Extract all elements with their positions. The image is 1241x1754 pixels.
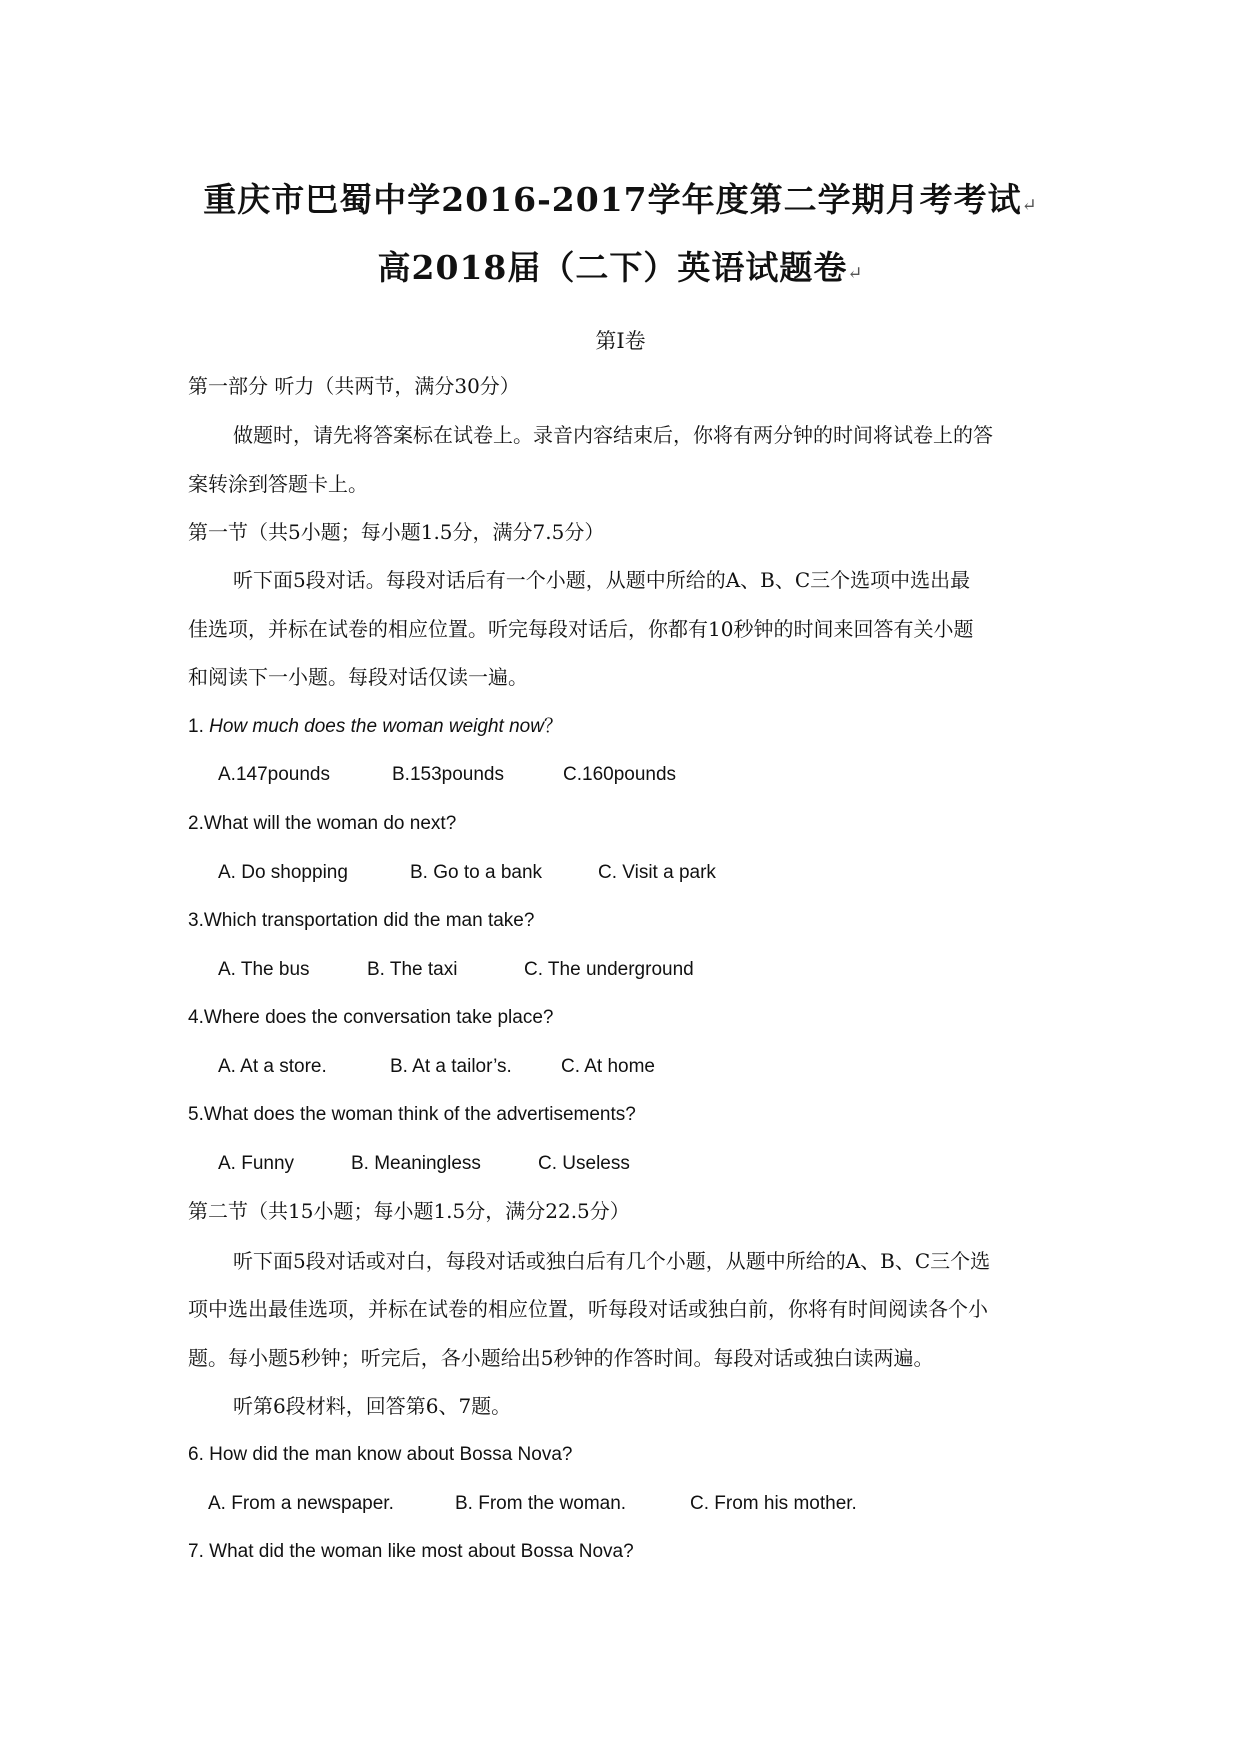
question-1	[188, 717, 563, 736]
section1-heading: 第一节（共5小题；每小题1.5分，满分7.5分）	[188, 520, 605, 544]
q1-option-a: A.147pounds	[218, 764, 330, 785]
question-text: What did the woman like most about Bossa Nova?	[203, 1541, 634, 1562]
question-suffix: ？	[543, 716, 563, 737]
q1-option-c: C.160pounds	[563, 764, 677, 785]
q1-option-b: B.153pounds	[392, 764, 504, 785]
volume-heading: 第Ⅰ卷	[595, 329, 646, 353]
question-number: 1.	[188, 716, 204, 737]
exam-title-text: 重庆市巴蜀中学2016-2017学年度第二学期月考考试	[203, 180, 1022, 219]
question-4	[188, 1008, 553, 1027]
exam-subtitle	[0, 248, 1241, 287]
section1-instruction-line1: 听下面5段对话。每段对话后有一个小题，从题中所给的A、B、C三个选项中选出最	[233, 568, 971, 592]
question-text: What does the woman think of the advertisements?	[203, 1104, 636, 1125]
section2-instruction-line3: 题。每小题5秒钟；听完后，各小题给出5秒钟的作答时间。每段对话或独白读两遍。	[188, 1346, 934, 1370]
q3-option-b: B. The taxi	[367, 959, 458, 980]
q5-option-a: A. Funny	[218, 1153, 295, 1174]
q4-option-c: C. At home	[561, 1056, 655, 1077]
part1-intro-line1: 做题时，请先将答案标在试卷上。录音内容结束后，你将有两分钟的时间将试卷上的答	[233, 423, 993, 447]
question-text: What will the woman do next?	[203, 813, 457, 834]
exam-title	[0, 180, 1241, 219]
q5-option-b: B. Meaningless	[351, 1153, 481, 1174]
q2-option-c: C. Visit a park	[598, 862, 716, 883]
part1-intro-line2: 案转涂到答题卡上。	[188, 472, 368, 496]
question-3	[188, 911, 534, 930]
section1-instruction-line2: 佳选项，并标在试卷的相应位置。听完每段对话后，你都有10秒钟的时间来回答有关小题	[188, 617, 974, 641]
question-text: Where does the conversation take place?	[203, 1007, 554, 1028]
question-7	[188, 1542, 634, 1561]
question-5	[188, 1105, 636, 1124]
q5-option-c: C. Useless	[538, 1153, 630, 1174]
q4-option-b: B. At a tailor’s.	[390, 1056, 512, 1077]
question-6	[188, 1445, 572, 1464]
q4-option-a: A. At a store.	[218, 1056, 327, 1077]
question-number: 7.	[188, 1541, 204, 1562]
q2-option-b: B. Go to a bank	[410, 862, 543, 883]
q3-option-a: A. The bus	[218, 959, 310, 980]
section2-instruction-line2: 项中选出最佳选项，并标在试卷的相应位置，听每段对话或独白前，你将有时间阅读各个小	[188, 1297, 988, 1321]
paragraph-mark-icon: ↵	[847, 263, 864, 284]
section1-instruction-line3: 和阅读下一小题。每段对话仅读一遍。	[188, 665, 528, 689]
q6-option-b: B. From the woman.	[455, 1493, 627, 1514]
part1-heading: 第一部分 听力（共两节，满分30分）	[188, 374, 520, 398]
question-text: Which transportation did the man take?	[203, 910, 535, 931]
section2-heading: 第二节（共15小题；每小题1.5分，满分22.5分）	[188, 1199, 630, 1223]
question-text: How did the man know about Bossa Nova?	[203, 1444, 573, 1465]
section2-instruction-line1: 听下面5段对话或对白，每段对话或独白后有几个小题，从题中所给的A、B、C三个选	[233, 1249, 991, 1273]
material-note: 听第6段材料，回答第6、7题。	[233, 1394, 512, 1418]
question-2	[188, 814, 456, 833]
q6-option-c: C. From his mother.	[690, 1493, 857, 1514]
question-number: 3.	[188, 910, 204, 931]
q3-option-c: C. The underground	[524, 959, 694, 980]
question-number: 6.	[188, 1444, 204, 1465]
question-text: How much does the woman weight now	[209, 716, 544, 737]
q2-option-a: A. Do shopping	[218, 862, 348, 883]
question-number: 2.	[188, 813, 204, 834]
question-number: 4.	[188, 1007, 204, 1028]
exam-subtitle-text: 高2018届（二下）英语试题卷	[377, 248, 848, 287]
paragraph-mark-icon: ↵	[1021, 195, 1038, 216]
q6-option-a: A. From a newspaper.	[208, 1493, 394, 1514]
question-number: 5.	[188, 1104, 204, 1125]
